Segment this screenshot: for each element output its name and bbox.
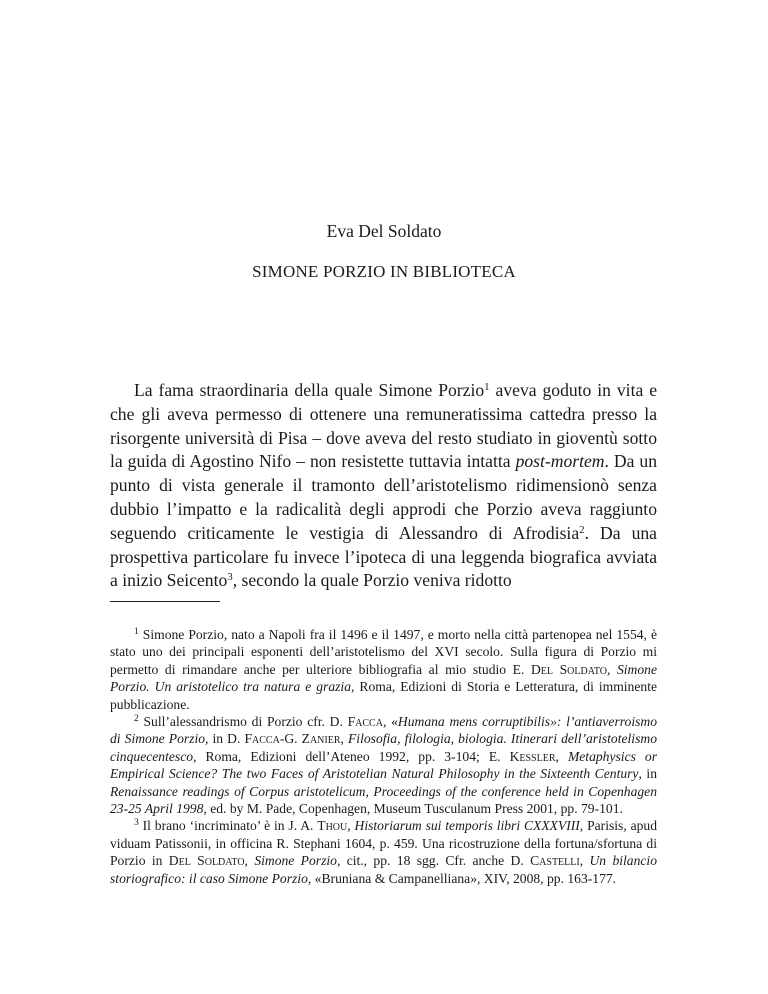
body-text	[110, 379, 657, 593]
author-name: Eva Del Soldato	[326, 221, 442, 241]
article-title: SIMONE PORZIO IN BIBLIOTECA	[252, 262, 516, 281]
footnote-2	[110, 713, 657, 817]
work-title: Historiarum sui temporis libri CXXXVIII	[354, 818, 580, 834]
footnote-ref-1[interactable]: 1	[484, 381, 490, 393]
work-title: Humana mens corruptibilis»: l’antiaverroismo di Simone Porzio	[110, 714, 658, 747]
text-run: La fama straordinaria della quale Simone Porzio	[134, 380, 485, 400]
author-smallcaps: Kessler	[509, 748, 556, 764]
footnote-number: 1	[134, 626, 139, 637]
text-run: , «	[382, 714, 398, 730]
text-run: ,	[606, 661, 617, 677]
author-smallcaps: Facca	[347, 714, 383, 730]
footnote-number: 3	[134, 818, 139, 829]
footnote-ref-3[interactable]: 3	[227, 571, 233, 584]
work-title: Filosofia, filologia, biologia. Itinerari dell’aristotelismo cinquecentesco	[110, 731, 657, 764]
text-run: ,	[244, 853, 255, 869]
text-run: , in D.	[205, 731, 245, 747]
work-title: Metaphysics or Empirical Science? The two Faces of Aristotelian Natural Philosophy in the Sixteenth Century	[110, 748, 658, 782]
footnotes	[110, 626, 657, 887]
text-run: , in	[638, 766, 658, 782]
author-smallcaps: Castelli	[530, 853, 580, 869]
work-title: Simone Porzio. Un aristotelico tra natura e grazia	[110, 661, 658, 695]
text-run: , «Bruniana & Campanelliana», XIV, 2008, pp. 163-177.	[307, 870, 617, 886]
text-run: . Da una prospettiva particolare fu invece l’ipoteca di una leggenda biografica avviata a inizio Seicento	[110, 522, 657, 591]
author-smallcaps: Thou	[317, 818, 348, 834]
footnote-1	[110, 626, 657, 713]
paragraph	[110, 379, 657, 593]
author-smallcaps: Facca-G. Zanier	[244, 731, 341, 747]
work-title: Simone Porzio	[254, 853, 337, 869]
text-run: . Da un punto di vista generale il tramonto dell’aristotelismo ridimensionò senza dubbio l’impatto e la radicalità degli approdi che Porzio aveva raggiunto seguendo criticamente le vestigia di Alessandro di Afrodisia	[110, 451, 657, 543]
text-run: , Parisis, apud viduam Patissonii, in officina R. Stephani 1604, p. 459. Una ricostruzione della fortuna/sfortuna di Porzio in	[110, 818, 658, 869]
text-run: , ed. by M. Pade, Copenhagen, Museum Tusculanum Press 2001, pp. 79-101.	[203, 801, 623, 817]
text-run: , Roma, Edizioni di Storia e Letteratura, di imminente pubblicazione.	[110, 679, 657, 712]
text-run: ,	[340, 731, 348, 747]
text-run: , cit., pp. 18 sgg. Cfr. anche D.	[336, 853, 531, 869]
author-smallcaps: Del Soldato	[168, 853, 245, 869]
text-run: Sull’alessandrismo di Porzio cfr. D.	[143, 714, 348, 730]
work-title: Renaissance readings of Corpus aristotelicum, Proceedings of the conference held in Copenhagen 23-25 April 1998	[110, 783, 657, 817]
footnote-separator	[110, 601, 220, 602]
author-smallcaps: Del Soldato	[530, 661, 607, 677]
footnote-number: 2	[134, 713, 139, 724]
text-run: Il brano ‘incriminato’ è in J. A.	[142, 818, 318, 834]
text-run: ,	[347, 818, 355, 834]
italic-term: post-mortem	[515, 451, 605, 472]
text-run: Simone Porzio, nato a Napoli fra il 1496 e il 1497, e morto nella città partenopea nel 1554, è stato uno dei principali esponenti dell’aristotelismo del XVI secolo. Sulla figura di Porzio mi permetto di rimandare anche per ulteriore bibliografia al mio studio E.	[110, 627, 657, 677]
footnote-ref-2[interactable]: 2	[579, 523, 585, 536]
work-title: Un bilancio storiografico: il caso Simone Porzio	[110, 853, 658, 886]
footnote-3	[110, 817, 657, 887]
text-run: , secondo la quale Porzio veniva ridotto	[232, 570, 512, 591]
text-run: ,	[555, 748, 568, 764]
text-run: ,	[579, 853, 590, 869]
text-run: aveva goduto in vita e che gli aveva permesso di ottenere una remuneratissima cattedra presso la risorgente università di Pisa – dove aveva del resto studiato in gioventù sotto la guida di Agostino Nifo – non resistette tuttavia intatta	[110, 380, 657, 472]
text-run: , Roma, Edizioni dell’Ateneo 1992, pp. 3-104; E.	[193, 748, 510, 764]
